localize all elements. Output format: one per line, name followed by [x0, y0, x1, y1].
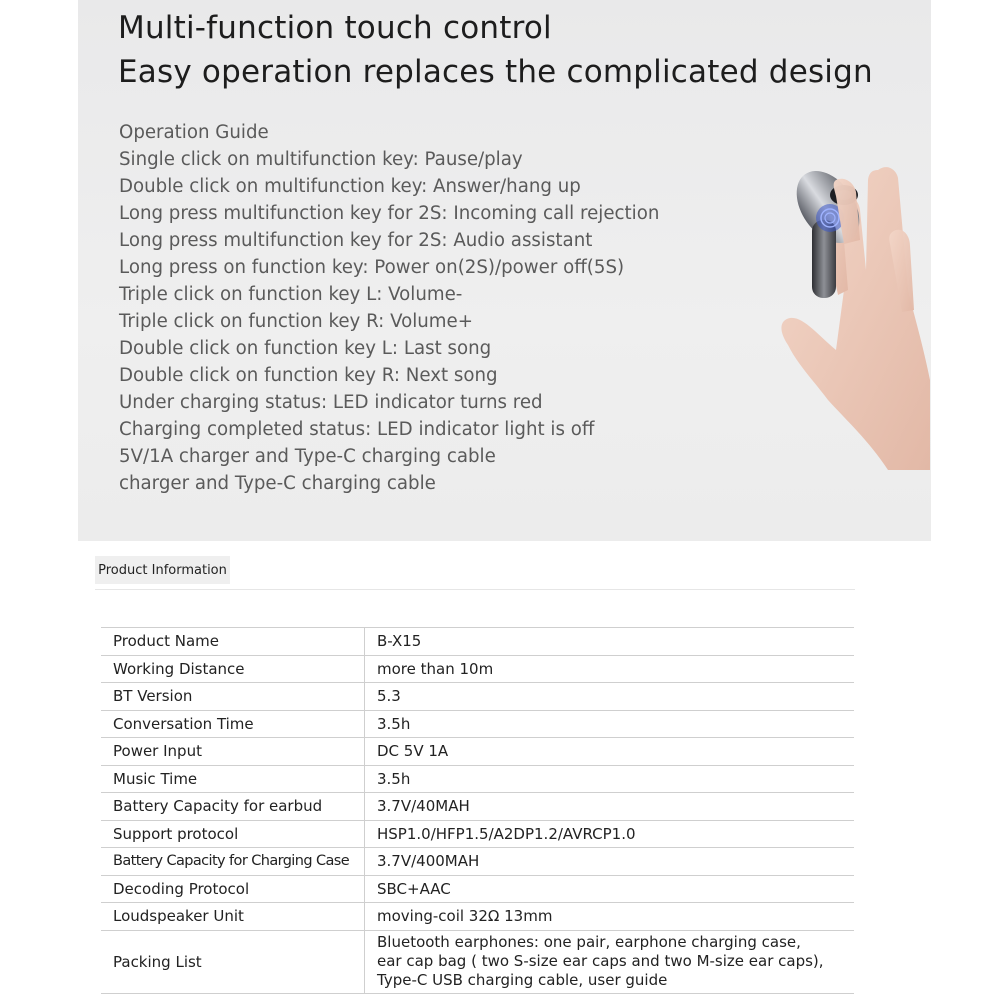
- table-row: [101, 820, 854, 848]
- spec-key: Decoding Protocol: [101, 875, 365, 903]
- guide-line: Double click on function key L: Last song: [119, 338, 492, 359]
- spec-key: Support protocol: [101, 820, 365, 848]
- spec-value: HSP1.0/HFP1.5/A2DP1.2/AVRCP1.0: [365, 820, 855, 848]
- table-row: [101, 848, 854, 876]
- guide-line: 5V/1A charger and Type-C charging cable: [119, 446, 496, 467]
- spec-key: BT Version: [101, 683, 365, 711]
- guide-line: Double click on multifunction key: Answer/hang up: [119, 176, 581, 197]
- packing-line: Bluetooth earphones: one pair, earphone charging case,: [377, 933, 801, 951]
- spec-key: Working Distance: [101, 655, 365, 683]
- product-information-tab[interactable]: [95, 556, 230, 584]
- spec-value: 3.7V/400MAH: [365, 848, 855, 876]
- spec-value: SBC+AAC: [365, 875, 855, 903]
- guide-line: Operation Guide: [119, 122, 269, 143]
- spec-value: 3.5h: [365, 710, 855, 738]
- guide-line: charger and Type-C charging cable: [119, 473, 436, 494]
- guide-line: Long press multifunction key for 2S: Audio assistant: [119, 230, 593, 251]
- guide-line: Under charging status: LED indicator turns red: [119, 392, 543, 413]
- guide-line: Triple click on function key R: Volume+: [119, 311, 473, 332]
- spec-value: DC 5V 1A: [365, 738, 855, 766]
- guide-line: Triple click on function key L: Volume-: [119, 284, 463, 305]
- spec-value: 5.3: [365, 683, 855, 711]
- table-row: [101, 628, 854, 656]
- operation-guide: [119, 119, 659, 497]
- spec-value: more than 10m: [365, 655, 855, 683]
- spec-key: Battery Capacity for Charging Case: [101, 848, 365, 876]
- guide-line: Long press on function key: Power on(2S)/power off(5S): [119, 257, 625, 278]
- divider: [95, 589, 855, 590]
- table-row: [101, 710, 854, 738]
- spec-value: moving-coil 32Ω 13mm: [365, 903, 855, 931]
- table-row: [101, 655, 854, 683]
- table-row: [101, 738, 854, 766]
- headline-primary: Multi-function touch control: [118, 10, 552, 46]
- spec-key: Power Input: [101, 738, 365, 766]
- guide-line: Double click on function key R: Next song: [119, 365, 498, 386]
- table-row: [101, 793, 854, 821]
- spec-key: Conversation Time: [101, 710, 365, 738]
- earbud-touch-hand-icon: [718, 140, 931, 470]
- table-row: [101, 683, 854, 711]
- guide-line: Single click on multifunction key: Pause/play: [119, 149, 523, 170]
- packing-line: Type-C USB charging cable, user guide: [377, 971, 668, 989]
- spec-key: Loudspeaker Unit: [101, 903, 365, 931]
- spec-value: 3.5h: [365, 765, 855, 793]
- table-row: [101, 903, 854, 931]
- spec-key: Battery Capacity for earbud: [101, 793, 365, 821]
- spec-value: B-X15: [365, 628, 855, 656]
- spec-table: [101, 627, 854, 994]
- spec-value-packing: [365, 930, 855, 993]
- product-information-label: Product Information: [98, 562, 227, 578]
- packing-line: ear cap bag ( two S-size ear caps and two M-size ear caps),: [377, 952, 824, 970]
- guide-line: Charging completed status: LED indicator light is off: [119, 419, 595, 440]
- spec-key: Packing List: [101, 930, 365, 993]
- headline-secondary: Easy operation replaces the complicated design: [118, 54, 873, 90]
- table-row: [101, 875, 854, 903]
- table-row: [101, 930, 854, 993]
- table-row: [101, 765, 854, 793]
- guide-line: Long press multifunction key for 2S: Incoming call rejection: [119, 203, 660, 224]
- hero-banner: [78, 0, 931, 541]
- spec-key: Music Time: [101, 765, 365, 793]
- spec-value: 3.7V/40MAH: [365, 793, 855, 821]
- spec-key: Product Name: [101, 628, 365, 656]
